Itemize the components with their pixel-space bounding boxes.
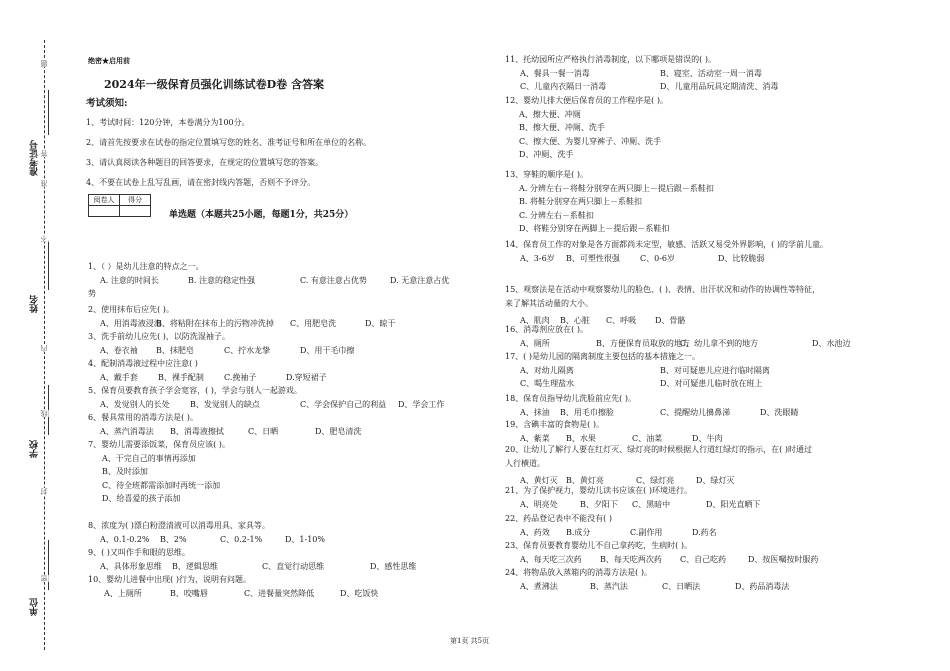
answer-option: B、2% (160, 534, 187, 544)
answer-option: D、水池边 (812, 338, 851, 348)
question-stem: 23、保育员要教育婴幼儿不自己拿药吃，生病时( )。 (505, 541, 692, 550)
question-stem: 24、将物品放入蒸箱内的消毒方法是( )。 (505, 568, 652, 577)
question-stem: 15、观察法是在活动中观察婴幼儿的脸色、( )、表情、出汗状况和动作的协调性等特征， (505, 285, 820, 294)
answer-option: A、厕所 (520, 338, 550, 348)
notice-item: 2、请首先按要求在试卷的指定位置填写您的姓名、准考证号和所在单位的名称。 (86, 138, 372, 147)
answer-option: A、上厕所 (104, 588, 142, 598)
answer-option: C、自己吃药 (680, 554, 727, 564)
cut-mark: 题 (40, 60, 48, 67)
question-stem: 5、保育员要教育孩子学会宽容，( )，学会与别人一起游戏。 (88, 386, 302, 395)
question-stem: 3、洗手前幼儿应先( )，以防洗湿袖子。 (88, 332, 230, 341)
question-stem: 18、保育员指导幼儿洗脸前应先( )。 (505, 394, 636, 403)
answer-option: C、擦大便、为婴儿穿裤子、冲厕、洗手 (519, 136, 662, 146)
answer-option: B、及时添加 (102, 467, 148, 476)
question-stem: 19、含碘丰富的食物是( )。 (505, 420, 604, 429)
answer-option: A、药效 (520, 527, 550, 537)
answer-option: D、药品消毒法 (735, 581, 790, 591)
answer-option: D、按医嘱按时服药 (748, 554, 819, 564)
answer-option: D、给喜爱的孩子添加 (102, 494, 181, 503)
answer-option: B、心脏 (560, 316, 590, 325)
answer-option: B、用毛巾擦脸 (560, 407, 614, 417)
exam-number-blank[interactable] (48, 90, 50, 135)
answer-option: C、幼儿拿不到的地方 (680, 338, 759, 348)
answer-option: D、将鞋分别穿在两脚上－提后跟－系鞋扣 (519, 224, 670, 233)
answer-option: D.穿短裙子 (286, 372, 327, 382)
binding-margin (0, 0, 60, 671)
answer-option: D、1-10% (285, 534, 325, 544)
question-stem-cont: 势 (88, 289, 96, 298)
answer-option: B、每天吃两次药 (600, 554, 662, 564)
question-stem: 12、婴幼儿排大便后保育员的工作程序是( )。 (505, 96, 668, 105)
cut-mark: 密 (40, 575, 48, 582)
answer-option: B、发觉别人的缺点 (190, 399, 260, 409)
question-stem-cont: 人行横道。 (505, 458, 545, 468)
answer-option: B、裸手配制 (158, 372, 204, 382)
exam-number-label: 准考证号 (30, 140, 40, 176)
question-stem: 8、浓度为( )漂白粉澄清液可以消毒用具、家具等。 (88, 521, 270, 530)
answer-option: C、提醒幼儿擤鼻涕 (660, 407, 731, 417)
answer-option: A、蒸汽消毒法 (100, 426, 154, 436)
answer-option: B、咬嘴唇 (170, 588, 208, 598)
answer-option: D、阳光直晒下 (706, 499, 761, 509)
reviewer-header: 阅卷人 (89, 195, 120, 206)
answer-option: B、擦大便、冲厕、洗手 (519, 123, 605, 132)
answer-option: A、对幼儿隔离 (520, 365, 574, 375)
answer-option: A、卷衣袖 (100, 345, 138, 355)
question-stem: 6、餐具常用的消毒方法是( )。 (88, 413, 198, 422)
answer-option: A、用消毒液浸泡 (100, 318, 162, 328)
question-stem: 22、药品登记表中不能没有( ) (505, 514, 612, 523)
answer-option: C.副作用 (630, 527, 663, 537)
question-stem: 13、穿鞋的顺序是( )。 (505, 170, 588, 179)
cut-mark: 答 (40, 150, 48, 157)
answer-option: D、儿童用品玩具定期清洗、消毒 (660, 82, 779, 91)
answer-option: C.挽袖子 (224, 372, 257, 382)
question-stem: 21、为了保护视力，婴幼儿读书应该在( )环境进行。 (505, 486, 692, 495)
answer-option: C. 有意注意占优势 (300, 275, 367, 285)
answer-option: D. 无意注意占优 (390, 275, 450, 285)
question-stem-cont: 来了解其活动量的大小。 (505, 298, 593, 308)
notice-title: 考试须知: (86, 98, 128, 109)
answer-option: C、拧水龙挚 (224, 345, 271, 355)
answer-option: B、方便保育员取放的地方 (596, 338, 690, 348)
page-title: 2024年一级保育员强化训练试卷D卷 含答案 (104, 78, 324, 91)
answer-option: B. 将鞋分别穿在两只脚上－系鞋扣 (519, 197, 642, 206)
answer-option: A. 注意的时间长 (100, 275, 159, 285)
answer-option: B、夕阳下 (580, 499, 618, 509)
answer-option: B.成分 (566, 527, 591, 537)
answer-option: A、发觉别人的长处 (100, 399, 170, 409)
question-stem: 7、婴幼儿需要添饭菜，保育员应该( )。 (88, 440, 230, 449)
answer-option: B、可塑性很强 (566, 253, 620, 263)
answer-option: B、消毒液擦拭 (170, 426, 224, 436)
answer-option: B、对可疑患儿应进行临时隔离 (660, 365, 770, 375)
name-blank[interactable] (48, 240, 50, 290)
name-label: 姓名 (30, 295, 40, 313)
answer-option: A、戴手套 (100, 372, 138, 382)
answer-option: B、抹肥皂 (156, 345, 194, 355)
question-stem: 1、（ ）是幼儿注意的特点之一。 (88, 262, 204, 271)
answer-option: A、具体形象思维 (100, 561, 162, 571)
secret-mark: 绝密★启用前 (88, 56, 130, 65)
answer-option: D、感性思维 (370, 561, 417, 571)
cut-mark: 内 (40, 345, 48, 352)
answer-option: D、牛肉 (692, 433, 723, 443)
answer-option: B、黄灯亮 (566, 476, 604, 485)
notice-item: 1、考试时间：120分钟，本卷满分为100分。 (86, 118, 250, 127)
answer-option: D、肥皂清洗 (315, 426, 362, 436)
unit-label: 单位 (30, 598, 40, 616)
answer-option: C、日晒法 (662, 581, 701, 591)
answer-option: C、待全班都需添加时再统一添加 (102, 480, 221, 490)
answer-option: C、黑暗中 (632, 499, 671, 509)
answer-option: A、明亮处 (520, 499, 558, 509)
cut-mark: 线 (40, 410, 48, 417)
question-stem: 20、让幼儿了解行人要在红灯灭、绿灯亮的时候根据人行道红绿灯的指示，在( )时通过 (505, 445, 812, 454)
answer-option: C、用肥皂洗 (290, 318, 337, 328)
question-stem: 14、保育员工作的对象是各方面都尚未定型，敏感、活跃又易受外界影响，( )的学前儿童。 (505, 240, 828, 249)
school-label: 学校 (30, 440, 40, 458)
question-stem: 4、配制消毒液过程中应注意( ) (88, 359, 198, 368)
answer-option: D.药名 (692, 527, 717, 537)
answer-option: C、进餐量突然降低 (244, 588, 315, 598)
question-stem: 2、使用抹布后应先( )。 (88, 305, 174, 314)
answer-option: C、绿灯亮 (636, 476, 675, 485)
score-header: 得分 (120, 195, 151, 206)
question-stem: 16、消毒剂应放在( )。 (505, 325, 588, 334)
notice-item: 3、请认真阅读各种题目的回答要求，在规定的位置填写您的答案。 (86, 158, 324, 167)
cut-mark: 准 (40, 180, 48, 187)
cut-mark: 封 (40, 488, 48, 495)
answer-option: D、晾干 (365, 318, 396, 328)
answer-option: D、比较脆弱 (718, 253, 765, 263)
answer-option: C、0.2-1% (220, 534, 263, 544)
answer-option: D、冲厕、洗手 (519, 150, 574, 159)
answer-option: D、用干毛巾擦 (300, 345, 355, 355)
answer-option: D、吃饭快 (340, 588, 379, 598)
answer-option: B、蒸汽法 (590, 581, 628, 591)
question-stem: 17、( )是幼儿园的隔离制度主要包括的基本措施之一。 (505, 352, 700, 361)
question-stem: 9、( )又叫作手和眼的思维。 (88, 548, 190, 557)
answer-option: C、油菜 (632, 433, 663, 443)
cut-mark: 不 (40, 235, 48, 242)
answer-option: C、喝生理盐水 (520, 379, 575, 388)
score-box (88, 194, 151, 217)
answer-option: C、日晒 (248, 426, 279, 436)
answer-option: C、0-6岁 (640, 253, 676, 263)
unit-blank[interactable] (48, 540, 50, 590)
answer-option: B、逻辑思维 (172, 561, 218, 571)
page-footer: 第1页 共5页 (450, 637, 490, 645)
answer-option: C、直觉行动思维 (262, 561, 325, 571)
answer-option: B、将粘附在抹布上的污物冲洗掉 (156, 318, 274, 328)
answer-option: C、儿童内衣隔日一消毒 (520, 82, 607, 91)
answer-option: D、对可疑患儿临时放在班上 (660, 379, 763, 388)
answer-option: D、绿灯灭 (696, 476, 735, 485)
score-cell[interactable] (120, 206, 151, 217)
answer-option: A、抹油 (520, 407, 550, 417)
notice-item: 4、不要在试卷上乱写乱画，请在密封线内答题，否则不予评分。 (86, 178, 316, 187)
answer-option: C、呼吸 (606, 316, 637, 325)
answer-option: B、水果 (566, 433, 596, 443)
answer-option: D、学会工作 (398, 399, 445, 409)
reviewer-cell[interactable] (89, 206, 120, 217)
answer-option: C. 分辨左右－系鞋扣 (519, 210, 594, 220)
section-title: 单选题（本题共25小题，每题1分，共25分） (169, 210, 354, 220)
answer-option: A、肌肉 (520, 316, 550, 325)
answer-option: C、学会保护自己的利益 (300, 399, 387, 409)
answer-option: A. 分辨左右－将鞋分别穿在两只脚上－提后跟－系鞋扣 (519, 183, 714, 193)
answer-option: A、擦大便、冲厕 (519, 109, 581, 119)
answer-option: A、每天吃三次药 (520, 554, 582, 564)
answer-option: A、黄灯灭 (520, 476, 558, 485)
answer-option: A、干完自己的事情再添加 (102, 453, 196, 463)
answer-option: D、洗眼睛 (760, 407, 799, 417)
answer-option: A、0.1-0.2% (100, 534, 150, 544)
answer-option: B、寝室、活动室一周一消毒 (660, 68, 762, 78)
answer-option: A、紫菜 (520, 433, 550, 443)
question-stem: 10、婴幼儿进餐中出现( )行为，说明有问题。 (88, 575, 251, 584)
answer-option: A、煮沸法 (520, 581, 558, 591)
answer-option: A、3-6岁 (520, 253, 555, 263)
answer-option: B. 注意的稳定性强 (188, 275, 255, 285)
answer-option: D、骨骼 (655, 316, 686, 325)
answer-option: A、餐具一餐一消毒 (520, 68, 590, 78)
question-stem: 11、托幼园所应严格执行消毒制度，以下哪项是错误的( )。 (505, 55, 716, 64)
